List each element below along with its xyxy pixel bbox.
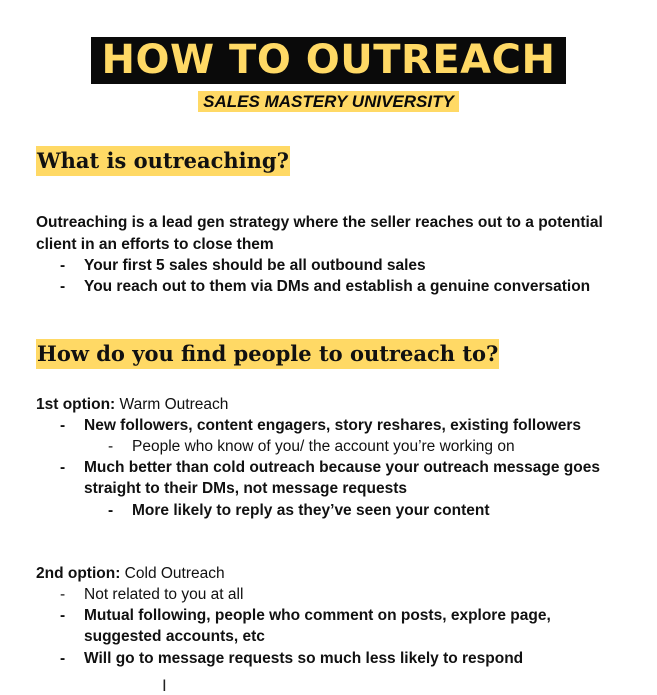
bullet-dash: - xyxy=(60,257,66,274)
subtitle-container xyxy=(0,91,657,112)
list-item: Your first 5 sales should be all outbound sales xyxy=(84,257,426,274)
bullet-dash: - xyxy=(60,650,66,667)
list-item-continued: straight to their DMs, not message requests xyxy=(84,480,407,497)
list-item: You reach out to them via DMs and establish a genuine conversation xyxy=(84,278,591,295)
text-cursor-icon: I xyxy=(162,676,167,695)
intro-line-1: Outreaching is a lead gen strategy where the seller reaches out to a potential xyxy=(36,214,603,231)
bullet-dash: - xyxy=(60,459,66,476)
list-item: New followers, content engagers, story reshares, existing followers xyxy=(84,417,582,434)
list-item: Mutual following, people who comment on posts, explore page, xyxy=(84,607,551,624)
option-1-value: Warm Outreach xyxy=(115,396,229,413)
sub-bullet-dash: - xyxy=(108,438,114,455)
sub-list-item: People who know of you/ the account you’re working on xyxy=(132,438,515,455)
page-subtitle: SALES MASTERY UNIVERSITY xyxy=(198,91,459,112)
list-item-continued: suggested accounts, etc xyxy=(84,628,265,645)
bullet-dash: - xyxy=(60,586,66,603)
section-heading-what-is-outreaching: What is outreaching? xyxy=(36,146,290,176)
intro-line-2: client in an efforts to close them xyxy=(36,236,274,253)
list-item: Much better than cold outreach because your outreach message goes xyxy=(84,459,600,476)
section-heading-find-people: How do you find people to outreach to? xyxy=(36,339,499,369)
bullet-dash: - xyxy=(60,417,66,434)
option-2-label: 2nd option: xyxy=(36,565,121,582)
option-2-line xyxy=(36,563,225,584)
sub-bullet-dash: - xyxy=(108,502,114,519)
bullet-dash: - xyxy=(60,607,66,624)
option-1-line xyxy=(36,394,228,415)
bullet-dash: - xyxy=(60,278,66,295)
list-item: Not related to you at all xyxy=(84,586,244,603)
page-title: HOW TO OUTREACH xyxy=(91,37,567,84)
option-1-label: 1st option: xyxy=(36,396,116,413)
option-2-value: Cold Outreach xyxy=(120,565,225,582)
title-container xyxy=(0,37,657,84)
sub-list-item: More likely to reply as they’ve seen your content xyxy=(132,502,490,519)
list-item: Will go to message requests so much less likely to respond xyxy=(84,650,524,667)
